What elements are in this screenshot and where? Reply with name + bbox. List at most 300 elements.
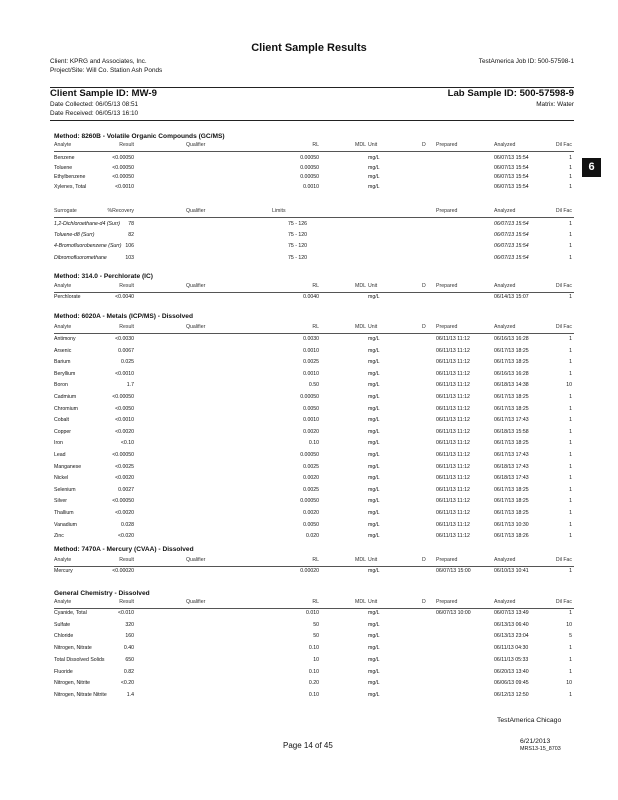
column-header-row bbox=[54, 324, 574, 334]
analyte-name: Manganese bbox=[54, 463, 82, 470]
col-unit: Unit bbox=[368, 599, 378, 605]
analyzed-date: 06/07/13 13:49 bbox=[494, 610, 529, 616]
limits-value: 75 - 120 bbox=[288, 243, 308, 250]
footer-lab: TestAmerica Chicago bbox=[497, 717, 562, 724]
col-surrogate: Surrogate bbox=[54, 208, 77, 214]
unit-value: mg/L bbox=[368, 533, 380, 540]
prepared-date: 06/11/13 11:12 bbox=[436, 370, 470, 377]
unit-value: mg/L bbox=[368, 680, 380, 687]
col-analyzed: Analyzed bbox=[494, 142, 516, 148]
result-value: <0.00050 bbox=[112, 174, 134, 180]
analyzed-date: 06/17/13 18:25 bbox=[494, 347, 529, 354]
analyte-name: Lead bbox=[54, 452, 66, 458]
col-limits: Limits bbox=[272, 208, 286, 214]
dil-fac-value: 1 bbox=[569, 440, 572, 447]
analyte-name: Nitrogen, Nitrate bbox=[54, 645, 92, 652]
dil-fac-value: 1 bbox=[569, 394, 572, 400]
dil-fac-value: 1 bbox=[569, 243, 572, 250]
dil-fac-value: 1 bbox=[569, 521, 572, 528]
analyzed-date: 06/07/13 15:54 bbox=[494, 183, 529, 190]
rl-value: 0.10 bbox=[308, 668, 319, 675]
result-value: <0.20 bbox=[120, 680, 134, 687]
rl-value: 0.0010 bbox=[303, 417, 319, 424]
col-mdl: MDL bbox=[355, 599, 366, 605]
job-id: TestAmerica Job ID: 500-57598-1 bbox=[478, 58, 574, 65]
table-row bbox=[54, 657, 574, 666]
analyte-name: Iron bbox=[54, 440, 63, 447]
col-unit: Unit bbox=[368, 283, 378, 289]
surrogate-name: Dibromofluoromethane bbox=[54, 254, 107, 261]
unit-value: mg/L bbox=[368, 645, 380, 652]
result-value: <0.0020 bbox=[115, 428, 134, 435]
table-row bbox=[54, 533, 574, 542]
dil-fac-value: 10 bbox=[566, 382, 572, 389]
dil-fac-value: 1 bbox=[569, 656, 572, 663]
col-analyte: Analyte bbox=[54, 599, 72, 605]
analyte-name: Perchlorate bbox=[54, 294, 81, 300]
table-row bbox=[54, 475, 574, 484]
analyzed-date: 06/17/13 17:43 bbox=[494, 452, 529, 458]
analyzed-date: 06/07/13 15:54 bbox=[494, 155, 529, 161]
unit-value: mg/L bbox=[368, 486, 380, 493]
analyte-name: Fluoride bbox=[54, 668, 73, 675]
prepared-date: 06/11/13 11:12 bbox=[436, 498, 470, 505]
analyzed-date: 06/10/13 10:41 bbox=[494, 568, 529, 574]
rl-value: 0.00050 bbox=[300, 164, 319, 171]
dil-fac-value: 1 bbox=[569, 294, 572, 300]
unit-value: mg/L bbox=[368, 463, 380, 470]
analyzed-date: 06/16/13 16:28 bbox=[494, 370, 529, 377]
result-value: <0.00050 bbox=[112, 394, 134, 400]
table-row bbox=[54, 394, 574, 403]
rl-value: 0.0010 bbox=[303, 347, 319, 354]
analyte-name: Zinc bbox=[54, 533, 64, 540]
dil-fac-value: 1 bbox=[569, 510, 572, 516]
col-dil-fac: Dil Fac bbox=[555, 324, 572, 330]
col-analyzed: Analyzed bbox=[494, 283, 516, 289]
col-analyte: Analyte bbox=[54, 142, 72, 148]
dil-fac-value: 1 bbox=[569, 691, 572, 698]
dil-fac-value: 1 bbox=[569, 645, 572, 652]
method-title: Method: 6020A - Metals (ICP/MS) - Dissolved bbox=[54, 313, 193, 320]
footer-date: 6/21/2013 bbox=[520, 738, 551, 745]
analyte-name: Thallium bbox=[54, 510, 74, 516]
analyzed-date: 06/17/13 18:25 bbox=[494, 510, 529, 516]
analyzed-date: 06/17/13 10:30 bbox=[494, 521, 529, 528]
method-title: Method: 7470A - Mercury (CVAA) - Dissolved bbox=[54, 546, 194, 553]
table-row bbox=[54, 522, 574, 531]
unit-value: mg/L bbox=[368, 656, 380, 663]
analyte-name: Copper bbox=[54, 428, 72, 435]
analyte-name: Silver bbox=[54, 498, 67, 505]
analyzed-date: 06/11/13 04:30 bbox=[494, 645, 529, 652]
result-value: 0.40 bbox=[123, 645, 134, 652]
unit-value: mg/L bbox=[368, 294, 380, 300]
surrogate-row bbox=[54, 221, 574, 230]
prepared-date: 06/11/13 11:12 bbox=[436, 475, 470, 482]
dil-fac-value: 1 bbox=[569, 336, 572, 342]
result-value: 1.7 bbox=[126, 382, 134, 389]
col-result: Result bbox=[119, 283, 134, 289]
analyzed-date: 06/18/13 15:58 bbox=[494, 428, 529, 435]
result-value: <0.0010 bbox=[115, 183, 134, 190]
analyzed-date: 06/17/13 17:43 bbox=[494, 417, 529, 424]
rl-value: 0.0025 bbox=[303, 359, 319, 366]
prepared-date: 06/11/13 11:12 bbox=[436, 521, 470, 528]
rl-value: 0.00050 bbox=[300, 394, 319, 400]
col-prepared: Prepared bbox=[436, 599, 458, 605]
analyzed-date: 06/17/13 18:25 bbox=[494, 394, 529, 400]
dil-fac-value: 1 bbox=[569, 174, 572, 180]
col-qualifier: Qualifier bbox=[186, 142, 206, 148]
rl-value: 0.0020 bbox=[303, 510, 319, 516]
col-prepared: Prepared bbox=[436, 324, 458, 330]
dil-fac-value: 1 bbox=[569, 155, 572, 161]
analyzed-date: 06/07/13 15:54 bbox=[494, 243, 529, 250]
col-qualifier: Qualifier bbox=[186, 208, 206, 214]
table-row bbox=[54, 498, 574, 507]
unit-value: mg/L bbox=[368, 498, 380, 505]
result-value: 160 bbox=[125, 633, 134, 640]
prepared-date: 06/11/13 11:12 bbox=[436, 533, 470, 540]
result-value: <0.0030 bbox=[115, 336, 134, 342]
date-collected: Date Collected: 06/05/13 08:51 bbox=[50, 101, 139, 108]
analyte-name: Nitrogen, Nitrate Nitrite bbox=[54, 691, 107, 698]
unit-value: mg/L bbox=[368, 164, 380, 171]
col-prepared: Prepared bbox=[436, 208, 458, 214]
prepared-date: 06/11/13 11:12 bbox=[436, 428, 470, 435]
col-dil-fac: Dil Fac bbox=[555, 283, 572, 289]
analyte-name: Ethylbenzene bbox=[54, 174, 86, 180]
result-value: 0.028 bbox=[121, 521, 134, 528]
analyzed-date: 06/20/13 13:40 bbox=[494, 668, 529, 675]
analyzed-date: 06/18/13 17:43 bbox=[494, 475, 529, 482]
dil-fac-value: 1 bbox=[569, 405, 572, 412]
analyzed-date: 06/06/13 09:45 bbox=[494, 680, 529, 687]
col-mdl: MDL bbox=[355, 142, 366, 148]
analyte-name: Total Dissolved Solids bbox=[54, 656, 105, 663]
footer-doc-id: MRS13-15_8703 bbox=[520, 746, 561, 752]
analyzed-date: 06/17/13 18:25 bbox=[494, 440, 529, 447]
col-unit: Unit bbox=[368, 324, 378, 330]
table-row bbox=[54, 669, 574, 678]
unit-value: mg/L bbox=[368, 359, 380, 366]
col-recovery: %Recovery bbox=[107, 208, 134, 214]
analyzed-date: 06/17/13 18:25 bbox=[494, 405, 529, 412]
unit-value: mg/L bbox=[368, 428, 380, 435]
limits-value: 75 - 126 bbox=[288, 221, 308, 227]
col-result: Result bbox=[119, 142, 134, 148]
rl-value: 0.0010 bbox=[303, 370, 319, 377]
dil-fac-value: 10 bbox=[566, 680, 572, 687]
method-title: Method: 314.0 - Perchlorate (IC) bbox=[54, 273, 153, 280]
col-mdl: MDL bbox=[355, 324, 366, 330]
table-row bbox=[54, 417, 574, 426]
dil-fac-value: 1 bbox=[569, 452, 572, 458]
table-row bbox=[54, 165, 574, 174]
table-row bbox=[54, 510, 574, 519]
prepared-date: 06/11/13 11:12 bbox=[436, 405, 470, 412]
unit-value: mg/L bbox=[368, 521, 380, 528]
dil-fac-value: 1 bbox=[569, 417, 572, 424]
col-d: D bbox=[422, 324, 426, 330]
col-dil-fac: Dil Fac bbox=[555, 599, 572, 605]
result-value: <0.10 bbox=[120, 440, 134, 447]
col-result: Result bbox=[119, 557, 134, 563]
rl-value: 0.00020 bbox=[300, 568, 319, 574]
prepared-date: 06/11/13 11:12 bbox=[436, 347, 470, 354]
analyzed-date: 06/12/13 12:50 bbox=[494, 691, 529, 698]
col-mdl: MDL bbox=[355, 283, 366, 289]
col-prepared: Prepared bbox=[436, 557, 458, 563]
rl-value: 0.0020 bbox=[303, 428, 319, 435]
analyte-name: Cadmium bbox=[54, 394, 77, 400]
section-tab[interactable]: 6 bbox=[582, 158, 601, 177]
rl-value: 0.0030 bbox=[303, 336, 319, 342]
rl-value: 0.0040 bbox=[303, 294, 319, 300]
col-analyzed: Analyzed bbox=[494, 208, 516, 214]
analyzed-date: 06/13/13 23:04 bbox=[494, 633, 529, 640]
table-row bbox=[54, 294, 574, 303]
rl-value: 0.010 bbox=[306, 610, 319, 616]
rl-value: 10 bbox=[313, 656, 319, 663]
col-qualifier: Qualifier bbox=[186, 557, 206, 563]
unit-value: mg/L bbox=[368, 452, 380, 458]
surrogate-name: 1,2-Dichloroethane-d4 (Surr) bbox=[54, 221, 121, 227]
analyte-name: Cyanide, Total bbox=[54, 610, 87, 616]
result-value: <0.020 bbox=[117, 533, 134, 540]
analyte-name: Xylenes, Total bbox=[54, 183, 87, 190]
col-d: D bbox=[422, 283, 426, 289]
unit-value: mg/L bbox=[368, 155, 380, 161]
rl-value: 0.00050 bbox=[300, 498, 319, 505]
rl-value: 0.50 bbox=[308, 382, 319, 389]
analyzed-date: 06/07/13 15:54 bbox=[494, 254, 529, 261]
dil-fac-value: 1 bbox=[569, 347, 572, 354]
analyte-name: Benzene bbox=[54, 155, 75, 161]
rl-value: 0.0020 bbox=[303, 475, 319, 482]
recovery-value: 82 bbox=[128, 232, 134, 239]
unit-value: mg/L bbox=[368, 417, 380, 424]
result-value: <0.0010 bbox=[115, 417, 134, 424]
col-analyte: Analyte bbox=[54, 324, 72, 330]
rl-value: 0.0050 bbox=[303, 521, 319, 528]
analyzed-date: 06/18/13 14:38 bbox=[494, 382, 529, 389]
dil-fac-value: 1 bbox=[569, 164, 572, 171]
prepared-date: 06/07/13 15:00 bbox=[436, 568, 471, 574]
analyte-name: Mercury bbox=[54, 568, 73, 574]
col-unit: Unit bbox=[368, 557, 378, 563]
analyte-name: Nitrogen, Nitrite bbox=[54, 680, 91, 687]
lab-sample-id: Lab Sample ID: 500-57598-9 bbox=[447, 88, 574, 99]
table-row bbox=[54, 610, 574, 619]
column-header-row bbox=[54, 599, 574, 609]
col-rl: RL bbox=[312, 283, 319, 289]
result-value: <0.0020 bbox=[115, 475, 134, 482]
table-row bbox=[54, 382, 574, 391]
method-title: General Chemistry - Dissolved bbox=[54, 590, 150, 597]
dil-fac-value: 1 bbox=[569, 610, 572, 616]
result-value: 0.82 bbox=[123, 668, 134, 675]
analyzed-date: 06/17/13 18:25 bbox=[494, 486, 529, 493]
analyzed-date: 06/07/13 15:54 bbox=[494, 164, 529, 171]
rl-value: 0.10 bbox=[308, 440, 319, 447]
page-number: Page 14 of 45 bbox=[283, 741, 333, 750]
analyzed-date: 06/07/13 15:54 bbox=[494, 232, 529, 239]
unit-value: mg/L bbox=[368, 621, 380, 628]
result-value: 0.0027 bbox=[118, 486, 134, 493]
dil-fac-value: 1 bbox=[569, 568, 572, 574]
rl-value: 0.0025 bbox=[303, 486, 319, 493]
result-value: <0.0040 bbox=[115, 294, 134, 300]
col-rl: RL bbox=[312, 324, 319, 330]
rl-value: 0.10 bbox=[308, 691, 319, 698]
analyte-name: Antimony bbox=[54, 336, 76, 342]
table-row bbox=[54, 174, 574, 183]
unit-value: mg/L bbox=[368, 668, 380, 675]
dil-fac-value: 10 bbox=[566, 621, 572, 628]
analyzed-date: 06/11/13 05:33 bbox=[494, 656, 529, 663]
col-analyzed: Analyzed bbox=[494, 557, 516, 563]
rl-value: 0.10 bbox=[308, 645, 319, 652]
dil-fac-value: 1 bbox=[569, 359, 572, 366]
result-value: <0.00020 bbox=[112, 568, 134, 574]
result-value: 650 bbox=[125, 656, 134, 663]
table-row bbox=[54, 155, 574, 164]
unit-value: mg/L bbox=[368, 610, 380, 616]
project-site: Project/Site: Will Co. Station Ash Ponds bbox=[50, 67, 163, 74]
col-analyzed: Analyzed bbox=[494, 599, 516, 605]
table-row bbox=[54, 359, 574, 368]
result-value: 320 bbox=[125, 621, 134, 628]
table-row bbox=[54, 568, 574, 577]
col-prepared: Prepared bbox=[436, 283, 458, 289]
prepared-date: 06/07/13 10:00 bbox=[436, 610, 471, 616]
analyte-name: Arsenic bbox=[54, 347, 72, 354]
col-mdl: MDL bbox=[355, 557, 366, 563]
col-result: Result bbox=[119, 599, 134, 605]
col-rl: RL bbox=[312, 142, 319, 148]
result-value: 0.0067 bbox=[118, 347, 134, 354]
dil-fac-value: 1 bbox=[569, 232, 572, 239]
prepared-date: 06/11/13 11:12 bbox=[436, 417, 470, 424]
dil-fac-value: 1 bbox=[569, 370, 572, 377]
limits-value: 75 - 120 bbox=[288, 232, 308, 239]
table-row bbox=[54, 464, 574, 473]
table-row bbox=[54, 429, 574, 438]
column-header-row bbox=[54, 283, 574, 293]
unit-value: mg/L bbox=[368, 174, 380, 180]
table-row bbox=[54, 336, 574, 345]
table-row bbox=[54, 406, 574, 415]
analyte-name: Cobalt bbox=[54, 417, 69, 424]
table-row bbox=[54, 692, 574, 701]
table-row bbox=[54, 680, 574, 689]
col-d: D bbox=[422, 599, 426, 605]
result-value: <0.0025 bbox=[115, 463, 134, 470]
unit-value: mg/L bbox=[368, 347, 380, 354]
col-unit: Unit bbox=[368, 142, 378, 148]
analyzed-date: 06/14/13 15:07 bbox=[494, 294, 529, 300]
column-header-row bbox=[54, 208, 574, 218]
rl-value: 0.0050 bbox=[303, 405, 319, 412]
analyzed-date: 06/16/13 16:28 bbox=[494, 336, 529, 342]
column-header-row bbox=[54, 142, 574, 152]
unit-value: mg/L bbox=[368, 475, 380, 482]
method-title: Method: 8260B - Volatile Organic Compounds (GC/MS) bbox=[54, 133, 225, 140]
rl-value: 50 bbox=[313, 633, 319, 640]
unit-value: mg/L bbox=[368, 382, 380, 389]
col-d: D bbox=[422, 557, 426, 563]
result-value: 1.4 bbox=[126, 691, 134, 698]
prepared-date: 06/11/13 11:12 bbox=[436, 336, 470, 342]
unit-value: mg/L bbox=[368, 394, 380, 400]
date-received: Date Received: 06/05/13 16:10 bbox=[50, 110, 139, 117]
result-value: <0.00050 bbox=[112, 155, 134, 161]
dil-fac-value: 1 bbox=[569, 221, 572, 227]
result-value: <0.00050 bbox=[112, 452, 134, 458]
client-name: Client: KPRG and Associates, Inc. bbox=[50, 58, 147, 65]
surrogate-name: 4-Bromofluorobenzene (Surr) bbox=[54, 243, 122, 250]
result-value: <0.0010 bbox=[115, 370, 134, 377]
dil-fac-value: 1 bbox=[569, 463, 572, 470]
rl-value: 0.20 bbox=[308, 680, 319, 687]
unit-value: mg/L bbox=[368, 405, 380, 412]
table-row bbox=[54, 184, 574, 193]
prepared-date: 06/11/13 11:12 bbox=[436, 394, 470, 400]
col-analyte: Analyte bbox=[54, 283, 72, 289]
unit-value: mg/L bbox=[368, 568, 380, 574]
col-rl: RL bbox=[312, 557, 319, 563]
rl-value: 0.00050 bbox=[300, 155, 319, 161]
analyte-name: Chloride bbox=[54, 633, 74, 640]
limits-value: 75 - 120 bbox=[288, 254, 308, 261]
col-dil-fac: Dil Fac bbox=[555, 142, 572, 148]
matrix: Matrix: Water bbox=[536, 101, 574, 108]
dil-fac-value: 1 bbox=[569, 254, 572, 261]
col-dil-fac: Dil Fac bbox=[555, 208, 572, 214]
result-value: <0.010 bbox=[117, 610, 134, 616]
col-qualifier: Qualifier bbox=[186, 283, 206, 289]
rl-value: 0.0010 bbox=[303, 183, 319, 190]
result-value: <0.0050 bbox=[115, 405, 134, 412]
dil-fac-value: 1 bbox=[569, 428, 572, 435]
prepared-date: 06/11/13 11:12 bbox=[436, 382, 470, 389]
prepared-date: 06/11/13 11:12 bbox=[436, 486, 470, 493]
result-value: <0.00050 bbox=[112, 164, 134, 171]
col-analyzed: Analyzed bbox=[494, 324, 516, 330]
surrogate-row bbox=[54, 255, 574, 264]
table-row bbox=[54, 440, 574, 449]
unit-value: mg/L bbox=[368, 370, 380, 377]
dil-fac-value: 1 bbox=[569, 533, 572, 540]
col-d: D bbox=[422, 142, 426, 148]
table-row bbox=[54, 371, 574, 380]
client-sample-id: Client Sample ID: MW-9 bbox=[50, 88, 157, 99]
prepared-date: 06/11/13 11:12 bbox=[436, 510, 470, 516]
dil-fac-value: 1 bbox=[569, 498, 572, 505]
analyte-name: Barium bbox=[54, 359, 71, 366]
col-rl: RL bbox=[312, 599, 319, 605]
table-row bbox=[54, 452, 574, 461]
rl-value: 0.020 bbox=[306, 533, 319, 540]
col-dil-fac: Dil Fac bbox=[555, 557, 572, 563]
analyzed-date: 06/07/13 15:54 bbox=[494, 221, 529, 227]
table-row bbox=[54, 622, 574, 631]
col-prepared: Prepared bbox=[436, 142, 458, 148]
result-value: <0.0020 bbox=[115, 510, 134, 516]
rl-value: 50 bbox=[313, 621, 319, 628]
